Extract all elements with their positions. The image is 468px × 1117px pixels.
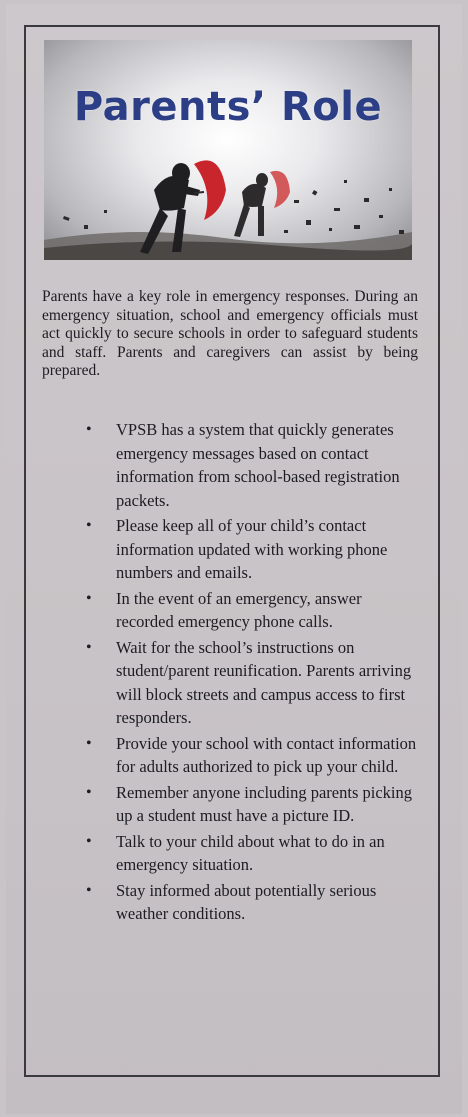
bullet-icon: • — [86, 881, 92, 899]
bullet-icon: • — [86, 734, 92, 752]
bullet-icon: • — [86, 783, 92, 801]
list-item-text: Wait for the school’s instructions on student/parent reunification. Parents arriving will block streets and campus access to first responders. — [116, 637, 412, 727]
tips-list — [40, 418, 420, 928]
bullet-icon: • — [86, 638, 92, 656]
list-item — [40, 879, 420, 926]
list-item-text: Remember anyone including parents picking up a student must have a picture ID. — [116, 782, 413, 825]
list-item-text: In the event of an emergency, answer recorded emergency phone calls. — [116, 588, 362, 631]
banner-title: Parents’ Role — [73, 84, 383, 130]
list-item — [40, 781, 420, 828]
list-item — [40, 587, 420, 634]
bullet-icon: • — [86, 421, 92, 438]
bullet-icon: • — [86, 832, 92, 850]
list-item — [40, 514, 420, 585]
list-item — [40, 636, 420, 730]
storm-illustration — [44, 40, 412, 260]
intro-paragraph: Parents have a key role in emergency responses. During an emergency situation, school and emergency officials must act quickly to secure schools in order to safeguard students and staff. Parents and caregivers can assist by being prepared. — [42, 288, 418, 379]
banner-image — [44, 40, 412, 260]
list-item — [40, 830, 420, 877]
list-item-text: Stay informed about potentially serious weather conditions. — [116, 880, 377, 923]
list-item-text: Provide your school with contact information for adults authorized to pick up your child. — [116, 733, 417, 776]
bullet-icon: • — [86, 517, 92, 534]
list-item — [40, 418, 420, 512]
list-item — [40, 732, 420, 779]
bullet-icon: • — [86, 589, 92, 607]
list-item-text: VPSB has a system that quickly generates emergency messages based on contact information from school-based registration packets. — [116, 420, 400, 510]
list-item-text: Please keep all of your child’s contact information updated with working phone numbers and emails. — [116, 516, 388, 582]
list-item-text: Talk to your child about what to do in an emergency situation. — [116, 831, 385, 874]
